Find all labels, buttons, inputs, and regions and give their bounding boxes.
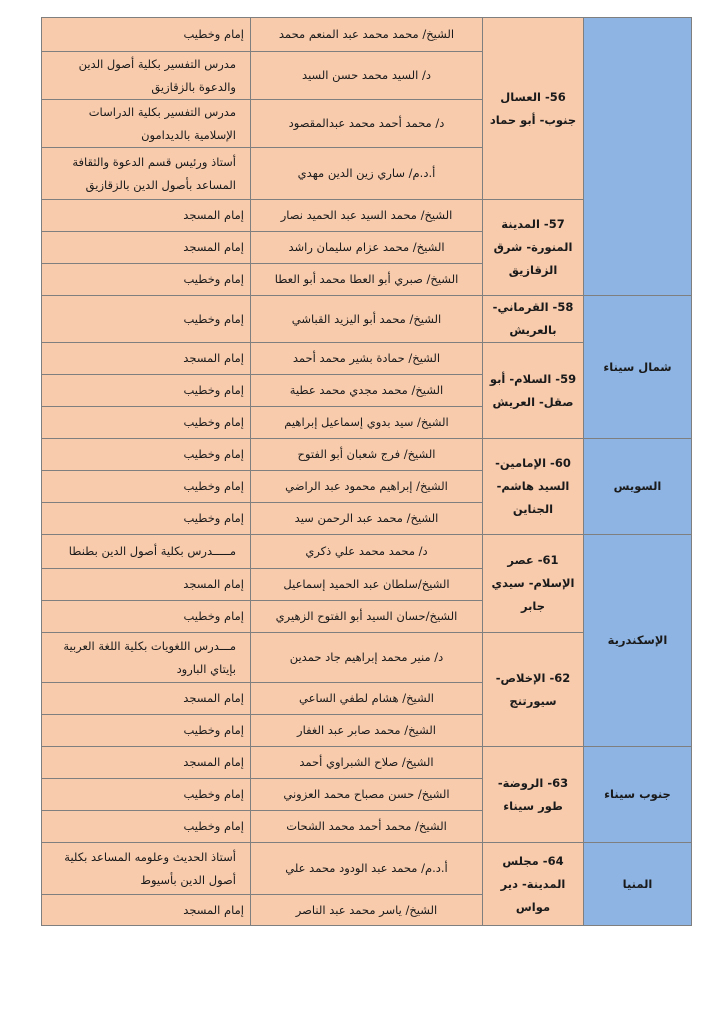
person-role: مـــــدرس بكلية أصول الدين بطنطا [42,535,251,569]
person-role: إمام وخطيب [42,715,251,747]
governorate-cell [584,18,692,296]
table-row [42,747,692,779]
person-name: الشيخ/ محمد أحمد محمد الشحات [251,811,483,843]
person-role: أستاذ الحديث وعلومه المساعد بكلية أصول الدين بأسيوط [42,843,251,895]
table-row [42,439,692,471]
person-role: إمام المسجد [42,343,251,375]
person-name: د/ محمد محمد علي ذكري [251,535,483,569]
table-row [42,535,692,569]
person-name: الشيخ/ محمد السيد عبد الحميد نصار [251,200,483,232]
person-role: إمام وخطيب [42,601,251,633]
governorate-cell: المنيا [584,843,692,926]
person-name: الشيخ/ صلاح الشبراوي أحمد [251,747,483,779]
person-role: إمام المسجد [42,747,251,779]
person-role: إمام وخطيب [42,407,251,439]
camp-cell: 57- المدينة المنورة- شرق الزقازيق [483,200,584,296]
person-role: مـــدرس اللغويات بكلية اللغة العربية بإيتاي البارود [42,633,251,683]
person-role: إمام المسجد [42,895,251,926]
person-name: الشيخ/ محمد أبو اليزيد القباشي [251,296,483,343]
person-role: إمام المسجد [42,569,251,601]
governorate-cell: الإسكندرية [584,535,692,747]
person-name: أ.د.م/ ساري زين الدين مهدي [251,148,483,200]
person-name: د/ السيد محمد حسن السيد [251,52,483,100]
person-name: أ.د.م/ محمد عبد الودود محمد علي [251,843,483,895]
camp-cell: 60- الإمامين- السيد هاشم- الجناين [483,439,584,535]
person-name: الشيخ/ هشام لطفي الساعي [251,683,483,715]
camp-cell: 59- السلام- أبو صقل- العريش [483,343,584,439]
camp-cell: 62- الإخلاص- سيورتنج [483,633,584,747]
person-name: الشيخ/ محمد محمد عبد المنعم محمد [251,18,483,52]
person-role: إمام وخطيب [42,471,251,503]
person-name: الشيخ/ محمد مجدي محمد عطية [251,375,483,407]
person-name: الشيخ/ محمد عبد الرحمن سيد [251,503,483,535]
camp-cell: 63- الروضة- طور سيناء [483,747,584,843]
person-role: مدرس التفسير بكلية أصول الدين والدعوة بالزقازيق [42,52,251,100]
person-name: د/ محمد أحمد محمد عبدالمقصود [251,100,483,148]
camp-cell: 56- العسال جنوب- أبو حماد [483,18,584,200]
governorate-cell: السويس [584,439,692,535]
schedule-table [41,17,692,926]
person-name: الشيخ/حسان السيد أبو الفتوح الزهيري [251,601,483,633]
person-role: إمام وخطيب [42,18,251,52]
camp-cell: 61- عصر الإسلام- سيدي جابر [483,535,584,633]
person-role: إمام وخطيب [42,264,251,296]
person-role: إمام وخطيب [42,375,251,407]
person-name: الشيخ/ حمادة بشير محمد أحمد [251,343,483,375]
person-name: الشيخ/ حسن مصباح محمد العزوني [251,779,483,811]
person-role: مدرس التفسير بكلية الدراسات الإسلامية بالديدامون [42,100,251,148]
person-role: إمام المسجد [42,200,251,232]
table-row [42,843,692,895]
person-name: د/ منير محمد إبراهيم جاد حمدين [251,633,483,683]
person-role: أستاذ ورئيس قسم الدعوة والثقافة المساعد بأصول الدين بالزقازيق [42,148,251,200]
person-role: إمام المسجد [42,683,251,715]
person-role: إمام وخطيب [42,779,251,811]
person-name: الشيخ/ محمد صابر عبد الغفار [251,715,483,747]
person-role: إمام المسجد [42,232,251,264]
person-role: إمام وخطيب [42,811,251,843]
person-role: إمام وخطيب [42,503,251,535]
person-name: الشيخ/ محمد عزام سليمان راشد [251,232,483,264]
person-name: الشيخ/ سيد بدوي إسماعيل إبراهيم [251,407,483,439]
table-row [42,296,692,343]
governorate-cell: شمال سيناء [584,296,692,439]
camp-cell: 64- مجلس المدينة- دير مواس [483,843,584,926]
person-name: الشيخ/سلطان عبد الحميد إسماعيل [251,569,483,601]
table-row [42,18,692,52]
person-role: إمام وخطيب [42,439,251,471]
camp-cell: 58- القرماني- بالعريش [483,296,584,343]
person-name: الشيخ/ فرج شعبان أبو الفتوح [251,439,483,471]
governorate-cell: جنوب سيناء [584,747,692,843]
person-name: الشيخ/ إبراهيم محمود عبد الراضي [251,471,483,503]
person-name: الشيخ/ ياسر محمد عبد الناصر [251,895,483,926]
person-name: الشيخ/ صبري أبو العطا محمد أبو العطا [251,264,483,296]
person-role: إمام وخطيب [42,296,251,343]
